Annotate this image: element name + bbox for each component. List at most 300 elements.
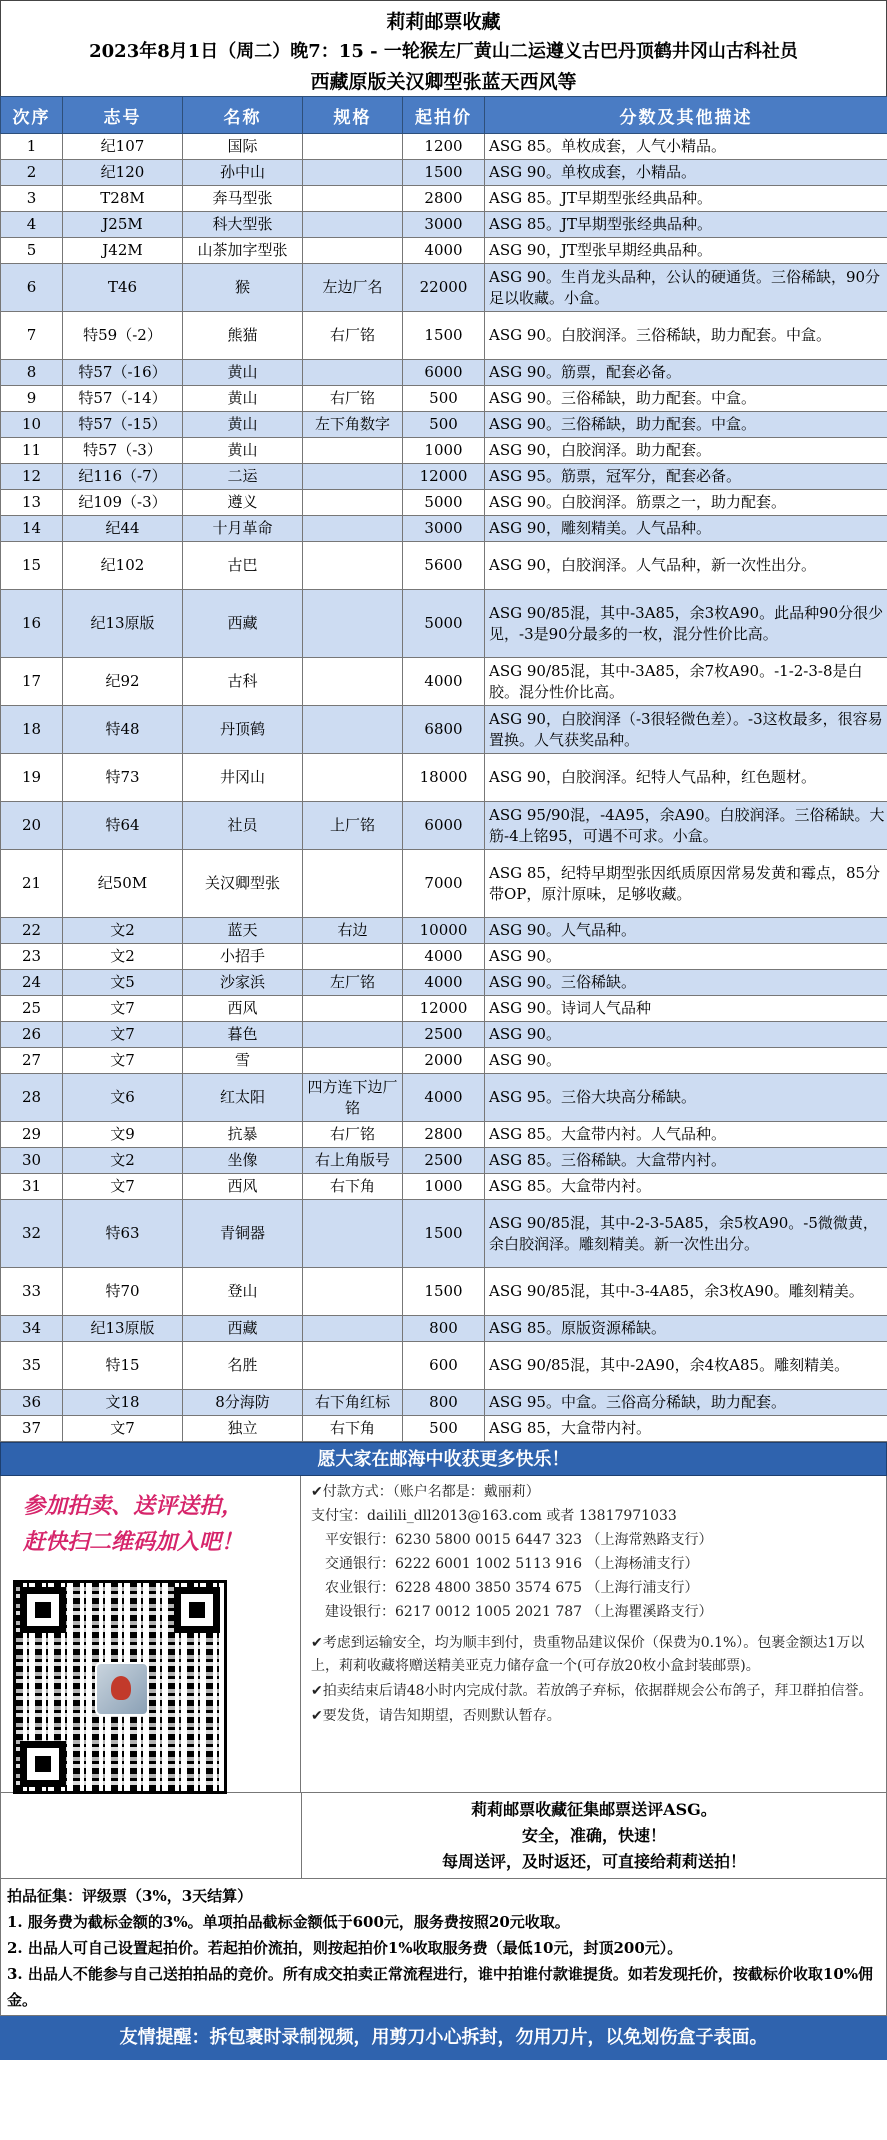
lot-name: 遵义 <box>183 490 303 516</box>
lot-code: 纪13原版 <box>63 590 183 658</box>
lot-name: 十月革命 <box>183 516 303 542</box>
table-row <box>1 1200 887 1268</box>
lot-spec: 上厂铭 <box>303 802 403 850</box>
lot-price: 5000 <box>403 490 485 516</box>
lot-spec <box>303 1268 403 1316</box>
lot-name: 奔马型张 <box>183 186 303 212</box>
lot-desc: ASG 85。JT早期型张经典品种。 <box>485 186 887 212</box>
lot-name: 科大型张 <box>183 212 303 238</box>
lot-price: 600 <box>403 1342 485 1390</box>
lot-desc: ASG 90，雕刻精美。人气品种。 <box>485 516 887 542</box>
lot-name: 西藏 <box>183 1316 303 1342</box>
lot-desc: ASG 90。白胶润泽。三俗稀缺，助力配套。中盒。 <box>485 312 887 360</box>
lot-price: 500 <box>403 412 485 438</box>
lot-code: 文7 <box>63 1048 183 1074</box>
lot-order: 24 <box>1 970 63 996</box>
lot-spec <box>303 516 403 542</box>
table-row <box>1 438 887 464</box>
lot-spec <box>303 1022 403 1048</box>
lot-code: 文9 <box>63 1122 183 1148</box>
lot-code: 特63 <box>63 1200 183 1268</box>
table-row <box>1 996 887 1022</box>
lot-price: 1500 <box>403 1200 485 1268</box>
table-row <box>1 590 887 658</box>
lot-desc: ASG 90。人气品种。 <box>485 918 887 944</box>
lot-code: 纪92 <box>63 658 183 706</box>
lot-order: 3 <box>1 186 63 212</box>
asg-slogan <box>302 1793 886 1878</box>
lot-name: 抗暴 <box>183 1122 303 1148</box>
lot-price: 4000 <box>403 944 485 970</box>
lot-order: 35 <box>1 1342 63 1390</box>
bank-account-jianshe: 建设银行：6217 0012 1005 2021 787 （上海瞿溪路支行） <box>325 1604 713 1620</box>
col-header-spec: 规格 <box>303 97 403 134</box>
lot-name: 坐像 <box>183 1148 303 1174</box>
lot-order: 21 <box>1 850 63 918</box>
lot-code: 纪44 <box>63 516 183 542</box>
table-row <box>1 360 887 386</box>
col-header-price: 起拍价 <box>403 97 485 134</box>
lot-desc: ASG 90，JT型张早期经典品种。 <box>485 238 887 264</box>
lot-price: 2800 <box>403 186 485 212</box>
lot-name: 8分海防 <box>183 1390 303 1416</box>
lot-price: 4000 <box>403 1074 485 1122</box>
lot-desc: ASG 90/85混，其中-3A85，余3枚A90。此品种90分很少见，-3是90分最多的一枚，混分性价比高。 <box>485 590 887 658</box>
qr-avatar-icon <box>95 1662 149 1716</box>
bank-account-jiaotong: 交通银行：6222 6001 1002 5113 916 （上海杨浦支行） <box>325 1556 699 1572</box>
table-row <box>1 658 887 706</box>
lot-code: 文18 <box>63 1390 183 1416</box>
col-header-order: 次序 <box>1 97 63 134</box>
lot-code: 特57（-14） <box>63 386 183 412</box>
lot-order: 13 <box>1 490 63 516</box>
lot-order: 36 <box>1 1390 63 1416</box>
lot-code: 纪120 <box>63 160 183 186</box>
bank-account-pingan: 平安银行：6230 5800 0015 6447 323 （上海常熟路支行） <box>325 1532 713 1548</box>
payment-title: ✔付款方式：（账户名都是：戴丽莉） <box>311 1484 540 1500</box>
table-row <box>1 1390 887 1416</box>
table-row <box>1 490 887 516</box>
lot-code: T28M <box>63 186 183 212</box>
lot-desc: ASG 85。三俗稀缺。大盒带内衬。 <box>485 1148 887 1174</box>
table-row <box>1 386 887 412</box>
lot-desc: ASG 90。 <box>485 1022 887 1048</box>
lot-code: 文6 <box>63 1074 183 1122</box>
lot-name: 黄山 <box>183 386 303 412</box>
lot-spec <box>303 1342 403 1390</box>
lot-desc: ASG 95/90混，-4A95，余A90。白胶润泽。三俗稀缺。大筋-4上铭95，可遇不可求。小盒。 <box>485 802 887 850</box>
lot-name: 红太阳 <box>183 1074 303 1122</box>
col-header-code: 志号 <box>63 97 183 134</box>
lot-code: 文2 <box>63 944 183 970</box>
lot-order: 27 <box>1 1048 63 1074</box>
lot-name: 社员 <box>183 802 303 850</box>
lot-name: 沙家浜 <box>183 970 303 996</box>
lot-table <box>0 96 887 1442</box>
lot-price: 12000 <box>403 464 485 490</box>
lot-order: 16 <box>1 590 63 658</box>
table-row <box>1 1268 887 1316</box>
lot-code: 特48 <box>63 706 183 754</box>
lot-price: 3000 <box>403 516 485 542</box>
lot-spec <box>303 658 403 706</box>
lot-order: 26 <box>1 1022 63 1048</box>
table-row <box>1 1316 887 1342</box>
table-row <box>1 1342 887 1390</box>
lot-price: 7000 <box>403 850 485 918</box>
fee-rule-1: 1. 服务费为截标金额的3%。单项拍品截标金额低于600元，服务费按照20元收取。 <box>7 1913 570 1931</box>
lot-code: 特70 <box>63 1268 183 1316</box>
shop-title: 莉莉邮票收藏 <box>386 11 501 33</box>
table-row <box>1 1148 887 1174</box>
lot-code: 文2 <box>63 1148 183 1174</box>
lot-desc: ASG 85。单枚成套，人气小精品。 <box>485 134 887 160</box>
lot-desc: ASG 85。大盒带内衬。人气品种。 <box>485 1122 887 1148</box>
lot-desc: ASG 90/85混，其中-3-4A85，余3枚A90。雕刻精美。 <box>485 1268 887 1316</box>
table-row <box>1 1174 887 1200</box>
lot-name: 名胜 <box>183 1342 303 1390</box>
lot-desc: ASG 90。 <box>485 944 887 970</box>
lot-name: 黄山 <box>183 360 303 386</box>
lot-spec <box>303 186 403 212</box>
lot-code: 文2 <box>63 918 183 944</box>
lot-price: 22000 <box>403 264 485 312</box>
lot-order: 25 <box>1 996 63 1022</box>
lot-table-body <box>1 134 887 1442</box>
lot-spec <box>303 212 403 238</box>
lot-price: 6000 <box>403 802 485 850</box>
lot-name: 暮色 <box>183 1022 303 1048</box>
fee-rule-2: 2. 出品人可自己设置起拍价。若起拍价流拍，则按起拍价1%收取服务费（最低10元，封顶200元）。 <box>7 1939 683 1957</box>
lot-order: 18 <box>1 706 63 754</box>
lot-order: 1 <box>1 134 63 160</box>
lot-table-header-row <box>1 97 887 134</box>
lot-spec: 左下角数字 <box>303 412 403 438</box>
lot-name: 西风 <box>183 1174 303 1200</box>
lot-code: 纪109（-3） <box>63 490 183 516</box>
lot-order: 14 <box>1 516 63 542</box>
lot-order: 6 <box>1 264 63 312</box>
lot-order: 31 <box>1 1174 63 1200</box>
lot-price: 10000 <box>403 918 485 944</box>
lot-price: 4000 <box>403 658 485 706</box>
lot-spec <box>303 754 403 802</box>
fee-rules <box>0 1878 887 2016</box>
table-row <box>1 1022 887 1048</box>
lot-spec <box>303 542 403 590</box>
lot-code: 文7 <box>63 1022 183 1048</box>
lot-code: 特59（-2） <box>63 312 183 360</box>
lot-order: 2 <box>1 160 63 186</box>
lot-spec: 右下角 <box>303 1174 403 1200</box>
lot-spec <box>303 134 403 160</box>
catalog-header <box>0 0 887 96</box>
slogan-line-1: 莉莉邮票收藏征集邮票送评ASG。 <box>471 1800 717 1819</box>
lot-code: 纪107 <box>63 134 183 160</box>
lot-order: 19 <box>1 754 63 802</box>
table-row <box>1 464 887 490</box>
shipping-note: ✔考虑到运输安全，均为顺丰到付，贵重物品建议保价（保费为0.1%）。包裹金额达1万以上，莉莉收藏将赠送精美亚克力储存盒一个(可存放20枚小盒封装邮票)。 <box>311 1635 865 1674</box>
fee-rules-head: 拍品征集：评级票（3%，3天结算） <box>7 1887 253 1905</box>
lot-code: 文5 <box>63 970 183 996</box>
lot-order: 33 <box>1 1268 63 1316</box>
lot-name: 猴 <box>183 264 303 312</box>
lot-desc: ASG 90。三俗稀缺，助力配套。中盒。 <box>485 412 887 438</box>
delivery-note: ✔要发货，请告知期望，否则默认暂存。 <box>311 1708 561 1724</box>
col-header-name: 名称 <box>183 97 303 134</box>
lot-order: 29 <box>1 1122 63 1148</box>
lot-order: 22 <box>1 918 63 944</box>
lot-price: 6800 <box>403 706 485 754</box>
lot-spec <box>303 996 403 1022</box>
promo-line-2: 赶快扫二维码加入吧！ <box>23 1529 244 1555</box>
alipay-account: 支付宝：dailili_dll2013@163.com 或者 13817971033 <box>311 1508 677 1524</box>
lot-order: 37 <box>1 1416 63 1442</box>
lot-code: 特57（-15） <box>63 412 183 438</box>
lot-order: 15 <box>1 542 63 590</box>
lot-desc: ASG 85，大盒带内衬。 <box>485 1416 887 1442</box>
lot-code: 特64 <box>63 802 183 850</box>
qr-code-icon[interactable] <box>13 1580 227 1794</box>
lot-price: 2000 <box>403 1048 485 1074</box>
lot-spec <box>303 360 403 386</box>
lot-desc: ASG 90。白胶润泽。筋票之一，助力配套。 <box>485 490 887 516</box>
lot-spec: 四方连下边厂铭 <box>303 1074 403 1122</box>
lot-order: 28 <box>1 1074 63 1122</box>
lot-order: 20 <box>1 802 63 850</box>
lot-name: 古巴 <box>183 542 303 590</box>
table-row <box>1 412 887 438</box>
lot-desc: ASG 90。三俗稀缺，助力配套。中盒。 <box>485 386 887 412</box>
lot-desc: ASG 95。三俗大块高分稀缺。 <box>485 1074 887 1122</box>
lot-spec <box>303 464 403 490</box>
lot-code: 特73 <box>63 754 183 802</box>
lot-desc: ASG 90/85混，其中-3A85，余7枚A90。-1-2-3-8是白胶。混分性价比高。 <box>485 658 887 706</box>
lot-price: 6000 <box>403 360 485 386</box>
lot-code: 纪13原版 <box>63 1316 183 1342</box>
lot-name: 二运 <box>183 464 303 490</box>
table-row <box>1 970 887 996</box>
reminder-footer: 友情提醒：拆包裹时录制视频，用剪刀小心拆封，勿用刀片，以免划伤盒子表面。 <box>0 2016 887 2060</box>
lot-name: 熊猫 <box>183 312 303 360</box>
lot-order: 32 <box>1 1200 63 1268</box>
lot-desc: ASG 90，白胶润泽。人气品种，新一次性出分。 <box>485 542 887 590</box>
table-row <box>1 1416 887 1442</box>
table-row <box>1 802 887 850</box>
table-row <box>1 160 887 186</box>
promo-panel <box>1 1476 301 1792</box>
lot-price: 800 <box>403 1390 485 1416</box>
lot-name: 蓝天 <box>183 918 303 944</box>
lot-name: 雪 <box>183 1048 303 1074</box>
lot-name: 登山 <box>183 1268 303 1316</box>
lot-spec <box>303 160 403 186</box>
lot-name: 西藏 <box>183 590 303 658</box>
payment-deadline-note: ✔拍卖结束后请48小时内完成付款。若放鸽子弃标，依据群规会公布鸽子，拜卫群拍信誉。 <box>311 1683 873 1699</box>
lot-desc: ASG 85。JT早期型张经典品种。 <box>485 212 887 238</box>
lot-code: 纪102 <box>63 542 183 590</box>
lot-spec <box>303 438 403 464</box>
lot-desc: ASG 90。诗词人气品种 <box>485 996 887 1022</box>
lot-order: 23 <box>1 944 63 970</box>
lot-desc: ASG 90。筋票，配套必备。 <box>485 360 887 386</box>
lot-price: 500 <box>403 386 485 412</box>
table-row <box>1 1122 887 1148</box>
slogan-section <box>0 1792 887 1878</box>
lot-name: 井冈山 <box>183 754 303 802</box>
lot-spec <box>303 1048 403 1074</box>
lot-desc: ASG 90/85混，其中-2-3-5A85，余5枚A90。-5微微黄，余白胶润泽。雕刻精美。新一次性出分。 <box>485 1200 887 1268</box>
lot-order: 11 <box>1 438 63 464</box>
lot-code: J42M <box>63 238 183 264</box>
table-row <box>1 516 887 542</box>
lot-spec <box>303 490 403 516</box>
lot-spec: 右下角 <box>303 1416 403 1442</box>
auction-date-title: 2023年8月1日（周二）晚7：15 - 一轮猴左厂黄山二运遵义古巴丹顶鹤井冈山古科社员 <box>89 41 798 62</box>
lot-spec: 右厂铭 <box>303 386 403 412</box>
lot-spec: 右下角红标 <box>303 1390 403 1416</box>
lot-order: 17 <box>1 658 63 706</box>
lot-price: 2500 <box>403 1022 485 1048</box>
payment-panel <box>301 1476 886 1792</box>
lot-desc: ASG 95。中盒。三俗高分稀缺，助力配套。 <box>485 1390 887 1416</box>
lot-desc: ASG 90。 <box>485 1048 887 1074</box>
lot-order: 8 <box>1 360 63 386</box>
lot-desc: ASG 90，白胶润泽。纪特人气品种，红色题材。 <box>485 754 887 802</box>
lot-price: 18000 <box>403 754 485 802</box>
lot-code: 文7 <box>63 1174 183 1200</box>
lot-price: 2500 <box>403 1148 485 1174</box>
lot-price: 1500 <box>403 1268 485 1316</box>
lot-desc: ASG 95。筋票，冠军分，配套必备。 <box>485 464 887 490</box>
lot-code: 文7 <box>63 1416 183 1442</box>
lot-spec <box>303 590 403 658</box>
table-row <box>1 944 887 970</box>
lot-price: 800 <box>403 1316 485 1342</box>
lot-price: 5000 <box>403 590 485 658</box>
table-row <box>1 264 887 312</box>
lot-desc: ASG 85。大盒带内衬。 <box>485 1174 887 1200</box>
lot-price: 500 <box>403 1416 485 1442</box>
lot-code: J25M <box>63 212 183 238</box>
lot-name: 黄山 <box>183 412 303 438</box>
lot-price: 4000 <box>403 238 485 264</box>
promo-text <box>1 1476 300 1560</box>
lot-order: 34 <box>1 1316 63 1342</box>
lot-price: 12000 <box>403 996 485 1022</box>
lot-name: 丹顶鹤 <box>183 706 303 754</box>
lot-code: 文7 <box>63 996 183 1022</box>
lot-spec <box>303 706 403 754</box>
lot-spec <box>303 1316 403 1342</box>
lot-code: 特57（-3） <box>63 438 183 464</box>
lot-spec <box>303 1200 403 1268</box>
lot-desc: ASG 90，白胶润泽（-3很轻微色差）。-3这枚最多，很容易置换。人气获奖品种。 <box>485 706 887 754</box>
lot-name: 古科 <box>183 658 303 706</box>
lot-spec: 右厂铭 <box>303 312 403 360</box>
lot-price: 1000 <box>403 438 485 464</box>
table-row <box>1 918 887 944</box>
table-row <box>1 850 887 918</box>
lot-code: 纪116（-7） <box>63 464 183 490</box>
table-row <box>1 238 887 264</box>
lot-order: 5 <box>1 238 63 264</box>
lot-spec <box>303 850 403 918</box>
lot-name: 青铜器 <box>183 1200 303 1268</box>
lot-desc: ASG 90。三俗稀缺。 <box>485 970 887 996</box>
lot-name: 孙中山 <box>183 160 303 186</box>
lot-code: 纪50M <box>63 850 183 918</box>
lot-spec: 左边厂名 <box>303 264 403 312</box>
lot-price: 4000 <box>403 970 485 996</box>
fee-rule-3: 3. 出品人不能参与自己送拍拍品的竞价。所有成交拍卖正常流程进行，谁中拍谁付款谁提货。如若发现托价，按截标价收取10%佣金。 <box>7 1965 874 2009</box>
table-row <box>1 186 887 212</box>
lot-spec <box>303 238 403 264</box>
slogan-line-3: 每周送评，及时返还，可直接给莉莉送拍！ <box>441 1852 746 1871</box>
lot-order: 9 <box>1 386 63 412</box>
lot-order: 10 <box>1 412 63 438</box>
table-row <box>1 312 887 360</box>
lot-name: 黄山 <box>183 438 303 464</box>
lot-name: 国际 <box>183 134 303 160</box>
lot-desc: ASG 85，纪特早期型张因纸质原因常易发黄和霉点，85分带OP，原汁原味，足够收藏。 <box>485 850 887 918</box>
lot-desc: ASG 90/85混，其中-2A90，余4枚A85。雕刻精美。 <box>485 1342 887 1390</box>
lot-spec: 右上角版号 <box>303 1148 403 1174</box>
lot-price: 3000 <box>403 212 485 238</box>
table-row <box>1 212 887 238</box>
lot-price: 5600 <box>403 542 485 590</box>
lot-name: 西风 <box>183 996 303 1022</box>
col-header-desc: 分数及其他描述 <box>485 97 887 134</box>
lot-spec: 左厂铭 <box>303 970 403 996</box>
table-row <box>1 542 887 590</box>
table-row <box>1 1074 887 1122</box>
lot-code: 特15 <box>63 1342 183 1390</box>
lot-name: 山茶加字型张 <box>183 238 303 264</box>
lot-order: 30 <box>1 1148 63 1174</box>
lot-code: T46 <box>63 264 183 312</box>
lot-spec: 右厂铭 <box>303 1122 403 1148</box>
info-section <box>0 1476 887 1792</box>
lot-code: 特57（-16） <box>63 360 183 386</box>
lot-desc: ASG 90，白胶润泽。助力配套。 <box>485 438 887 464</box>
lot-name: 关汉卿型张 <box>183 850 303 918</box>
lot-price: 1500 <box>403 160 485 186</box>
table-row <box>1 754 887 802</box>
lot-spec: 右边 <box>303 918 403 944</box>
slogan-line-2: 安全，准确，快速！ <box>521 1826 666 1845</box>
lot-price: 1500 <box>403 312 485 360</box>
lot-order: 4 <box>1 212 63 238</box>
table-row <box>1 1048 887 1074</box>
bank-account-nongye: 农业银行：6228 4800 3850 3574 675 （上海行浦支行） <box>325 1580 699 1596</box>
lot-desc: ASG 90。生肖龙头品种，公认的硬通货。三俗稀缺，90分足以收藏。小盒。 <box>485 264 887 312</box>
lot-spec <box>303 944 403 970</box>
lot-price: 1000 <box>403 1174 485 1200</box>
table-row <box>1 134 887 160</box>
promo-line-1: 参加拍卖、送评送拍， <box>23 1493 244 1519</box>
lot-desc: ASG 90。单枚成套，小精品。 <box>485 160 887 186</box>
lot-price: 2800 <box>403 1122 485 1148</box>
wish-banner: 愿大家在邮海中收获更多快乐！ <box>0 1442 887 1476</box>
lot-desc: ASG 85。原版资源稀缺。 <box>485 1316 887 1342</box>
lot-name: 独立 <box>183 1416 303 1442</box>
table-row <box>1 706 887 754</box>
lot-order: 7 <box>1 312 63 360</box>
auction-subtitle: 西藏原版关汉卿型张蓝天西风等 <box>310 71 577 93</box>
lot-price: 1200 <box>403 134 485 160</box>
lot-order: 12 <box>1 464 63 490</box>
